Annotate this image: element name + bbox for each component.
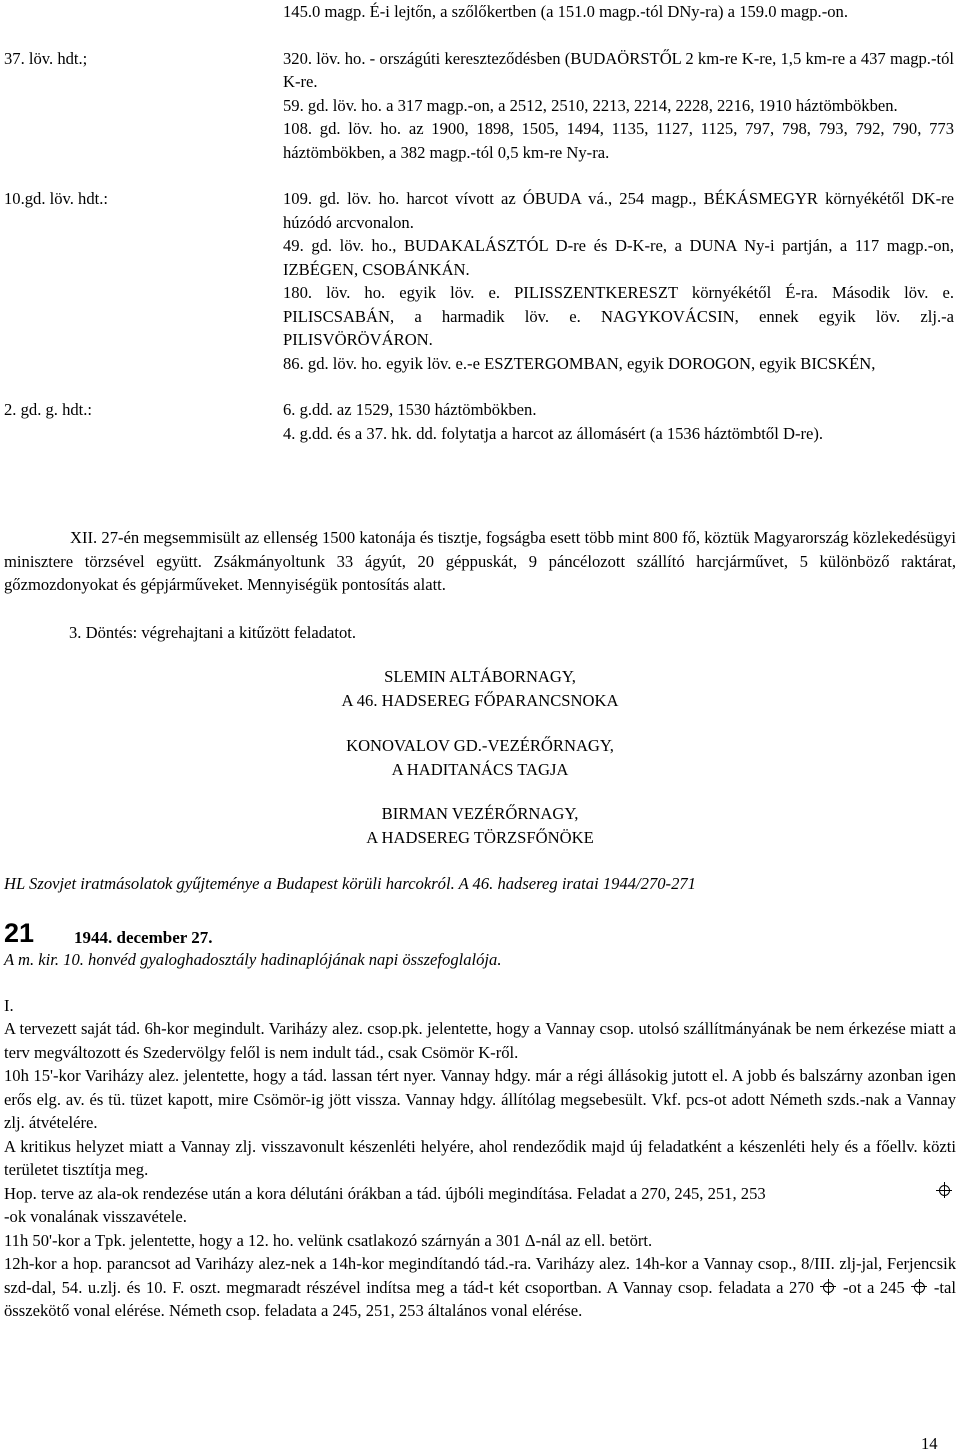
unit-line: 49. gd. löv. ho., BUDAKALÁSZTÓL D-re és D-K-re, a DUNA Ny-i partján, a 117 magp.-on, IZBÉGEN, CSOBÁNKÁN. xyxy=(283,236,954,279)
unit-line: 108. gd. löv. ho. az 1900, 1898, 1505, 1494, 1135, 1127, 1125, 797, 798, 793, 792, 790, 773 háztömbökben, a 382 magp.-tól 0,5 km-re Ny-ra. xyxy=(283,119,954,162)
unit-row xyxy=(4,47,954,165)
unit-row xyxy=(4,398,954,445)
elevation-point-icon xyxy=(937,1183,951,1197)
body-paragraph: 12h-kor a hop. parancsot ad Variházy alez-nek a 14h-kor megindítandó tád.-ra. Variházy alez. 14h-kor a Vannay csop., 8/III. zlj-jal, Ferjencsik szd-dal, 54. u.zlj. és 10. F. oszt. megmaradt részével indítsa meg a tád-t két csoportban. A Vannay csop. feladata a 270 -ot a 245 -tal összekötő vonal elérése. Németh csop. feladata a 245, 251, 253 általános vonal elérése. xyxy=(4,1254,957,1320)
body-paragraph: Hop. terve az ala-ok rendezése után a kora délutáni órákban a tád. újbóli megindítása. Feladat a 270, 245, 251, 253 xyxy=(4,1183,766,1203)
body-paragraph: A kritikus helyzet miatt a Vannay zlj. visszavonult készenléti helyére, ahol rendeződik majd új feladatként a készenléti hely és a főellv. közti területet tisztítja meg. xyxy=(4,1136,956,1179)
signature-title: A HADSEREG TÖRZSFŐNÖKE xyxy=(366,827,594,847)
page-number: 14 xyxy=(921,1434,938,1453)
unit-line: 6. g.dd. az 1529, 1530 háztömbökben. xyxy=(283,400,537,419)
body-paragraph: 11h 50'-kor a Tpk. jelentette, hogy a 12. ho. velünk csatlakozó szárnyán a 301 Δ-nál az ell. betört. xyxy=(4,1230,653,1250)
unit-label: 37. löv. hdt.; xyxy=(4,48,88,68)
unit-line: 4. g.dd. és a 37. hk. dd. folytatja a harcot az állomásért (a 1536 háztömbtől D-re). xyxy=(283,423,824,443)
document-date: 1944. december 27. xyxy=(74,928,213,947)
signature-block xyxy=(0,665,960,712)
unit-line: 86. gd. löv. ho. egyik löv. e.-e ESZTERGOMBAN, egyik DOROGON, egyik BICSKÉN, xyxy=(283,353,876,373)
unit-row xyxy=(4,0,954,24)
signature-title: A HADITANÁCS TAGJA xyxy=(391,759,569,779)
body-text xyxy=(4,1017,956,1323)
signature-name: KONOVALOV GD.-VEZÉRŐRNAGY, xyxy=(346,736,614,755)
document-number: 21 xyxy=(4,918,35,948)
body-paragraph: -ok vonalának visszavétele. xyxy=(4,1207,187,1226)
unit-label: 10.gd. löv. hdt.: xyxy=(4,189,109,208)
section-heading: I. xyxy=(4,996,14,1015)
unit-line: 145.0 magp. É-i lejtőn, a szőlőkertben (a 151.0 magp.-tól DNy-ra) a 159.0 magp.-on. xyxy=(283,2,848,21)
signature-name: SLEMIN ALTÁBORNAGY, xyxy=(384,667,576,686)
elevation-point-icon xyxy=(912,1280,926,1294)
unit-line: 180. löv. ho. egyik löv. e. PILISSZENTKERESZT környékétől É-ra. Második löv. e. PILISCSABÁN, a harmadik löv. e. NAGYKOVÁCSIN, ennek egyik löv. zlj.-a PILISVÖRÖVÁRON. xyxy=(283,283,954,349)
elevation-point-icon xyxy=(821,1280,835,1294)
signature-block xyxy=(0,802,960,849)
unit-row xyxy=(4,187,954,375)
document-title: A m. kir. 10. honvéd gyaloghadosztály hadinaplójának napi összefoglalója. xyxy=(4,950,502,969)
unit-list xyxy=(4,0,954,445)
decision-line: 3. Döntés: végrehajtani a kitűzött feladatot. xyxy=(69,623,357,642)
unit-line: 59. gd. löv. ho. a 317 magp.-on, a 2512, 2510, 2213, 2214, 2228, 2216, 1910 háztömbökben. xyxy=(283,95,898,115)
signature-block xyxy=(0,734,960,781)
summary-paragraph: XII. 27-én megsemmisült az ellenség 1500 katonája és tisztje, fogságba esett több mint 800 fő, köztük Magyarország közlekedésügyi minisztere törzsével együtt. Zsákmányoltunk 33 ágyút, 20 géppuskát, 9 páncélozott szállító harcjárművet, 5 különböző raktárat, gőzmozdonyokat és gépjárműveket. Mennyiségük pontosítás alatt. xyxy=(4,528,956,594)
signature-name: BIRMAN VEZÉRŐRNAGY, xyxy=(381,804,579,823)
unit-label xyxy=(4,0,283,24)
source-citation: HL Szovjet iratmásolatok gyűjteménye a Budapest körüli harcokról. A 46. hadsereg iratai 1944/270-271 xyxy=(4,874,696,893)
unit-label: 2. gd. g. hdt.: xyxy=(4,400,93,419)
signature-title: A 46. HADSEREG FŐPARANCSNOKA xyxy=(341,690,619,710)
unit-line: 109. gd. löv. ho. harcot vívott az ÓBUDA vá., 254 magp., BÉKÁSMEGYR környékétől DK-re húzódó arcvonalon. xyxy=(283,189,954,232)
body-paragraph: A tervezett saját tád. 6h-kor megindult. Variházy alez. csop.pk. jelentette, hogy a Vannay csop. utolsó szállítmányának be nem érkezése miatt a terv megváltozott és Szedervölgy felől is nem indult tád., csak Csömör K-ről. xyxy=(4,1019,956,1062)
unit-line: 320. löv. ho. - országúti kereszteződésben (BUDAÖRSTŐL 2 km-re K-re, 1,5 km-re a 437 magp.-tól K-re. xyxy=(283,48,954,91)
body-paragraph: 10h 15'-kor Variházy alez. jelentette, hogy a tád. lassan tért nyer. Vannay hdgy. már a régi állásokig jutott el. A jobb és balszárny azonban igen erős elg. av. és tü. tüzet kapott, mire Csömör-ig jött vissza. Vannay hdgy. állítólag megsebesült. Vkf. pcs-ot adott Németh szds.-nak a Vannay zlj. átvételére. xyxy=(4,1066,956,1132)
